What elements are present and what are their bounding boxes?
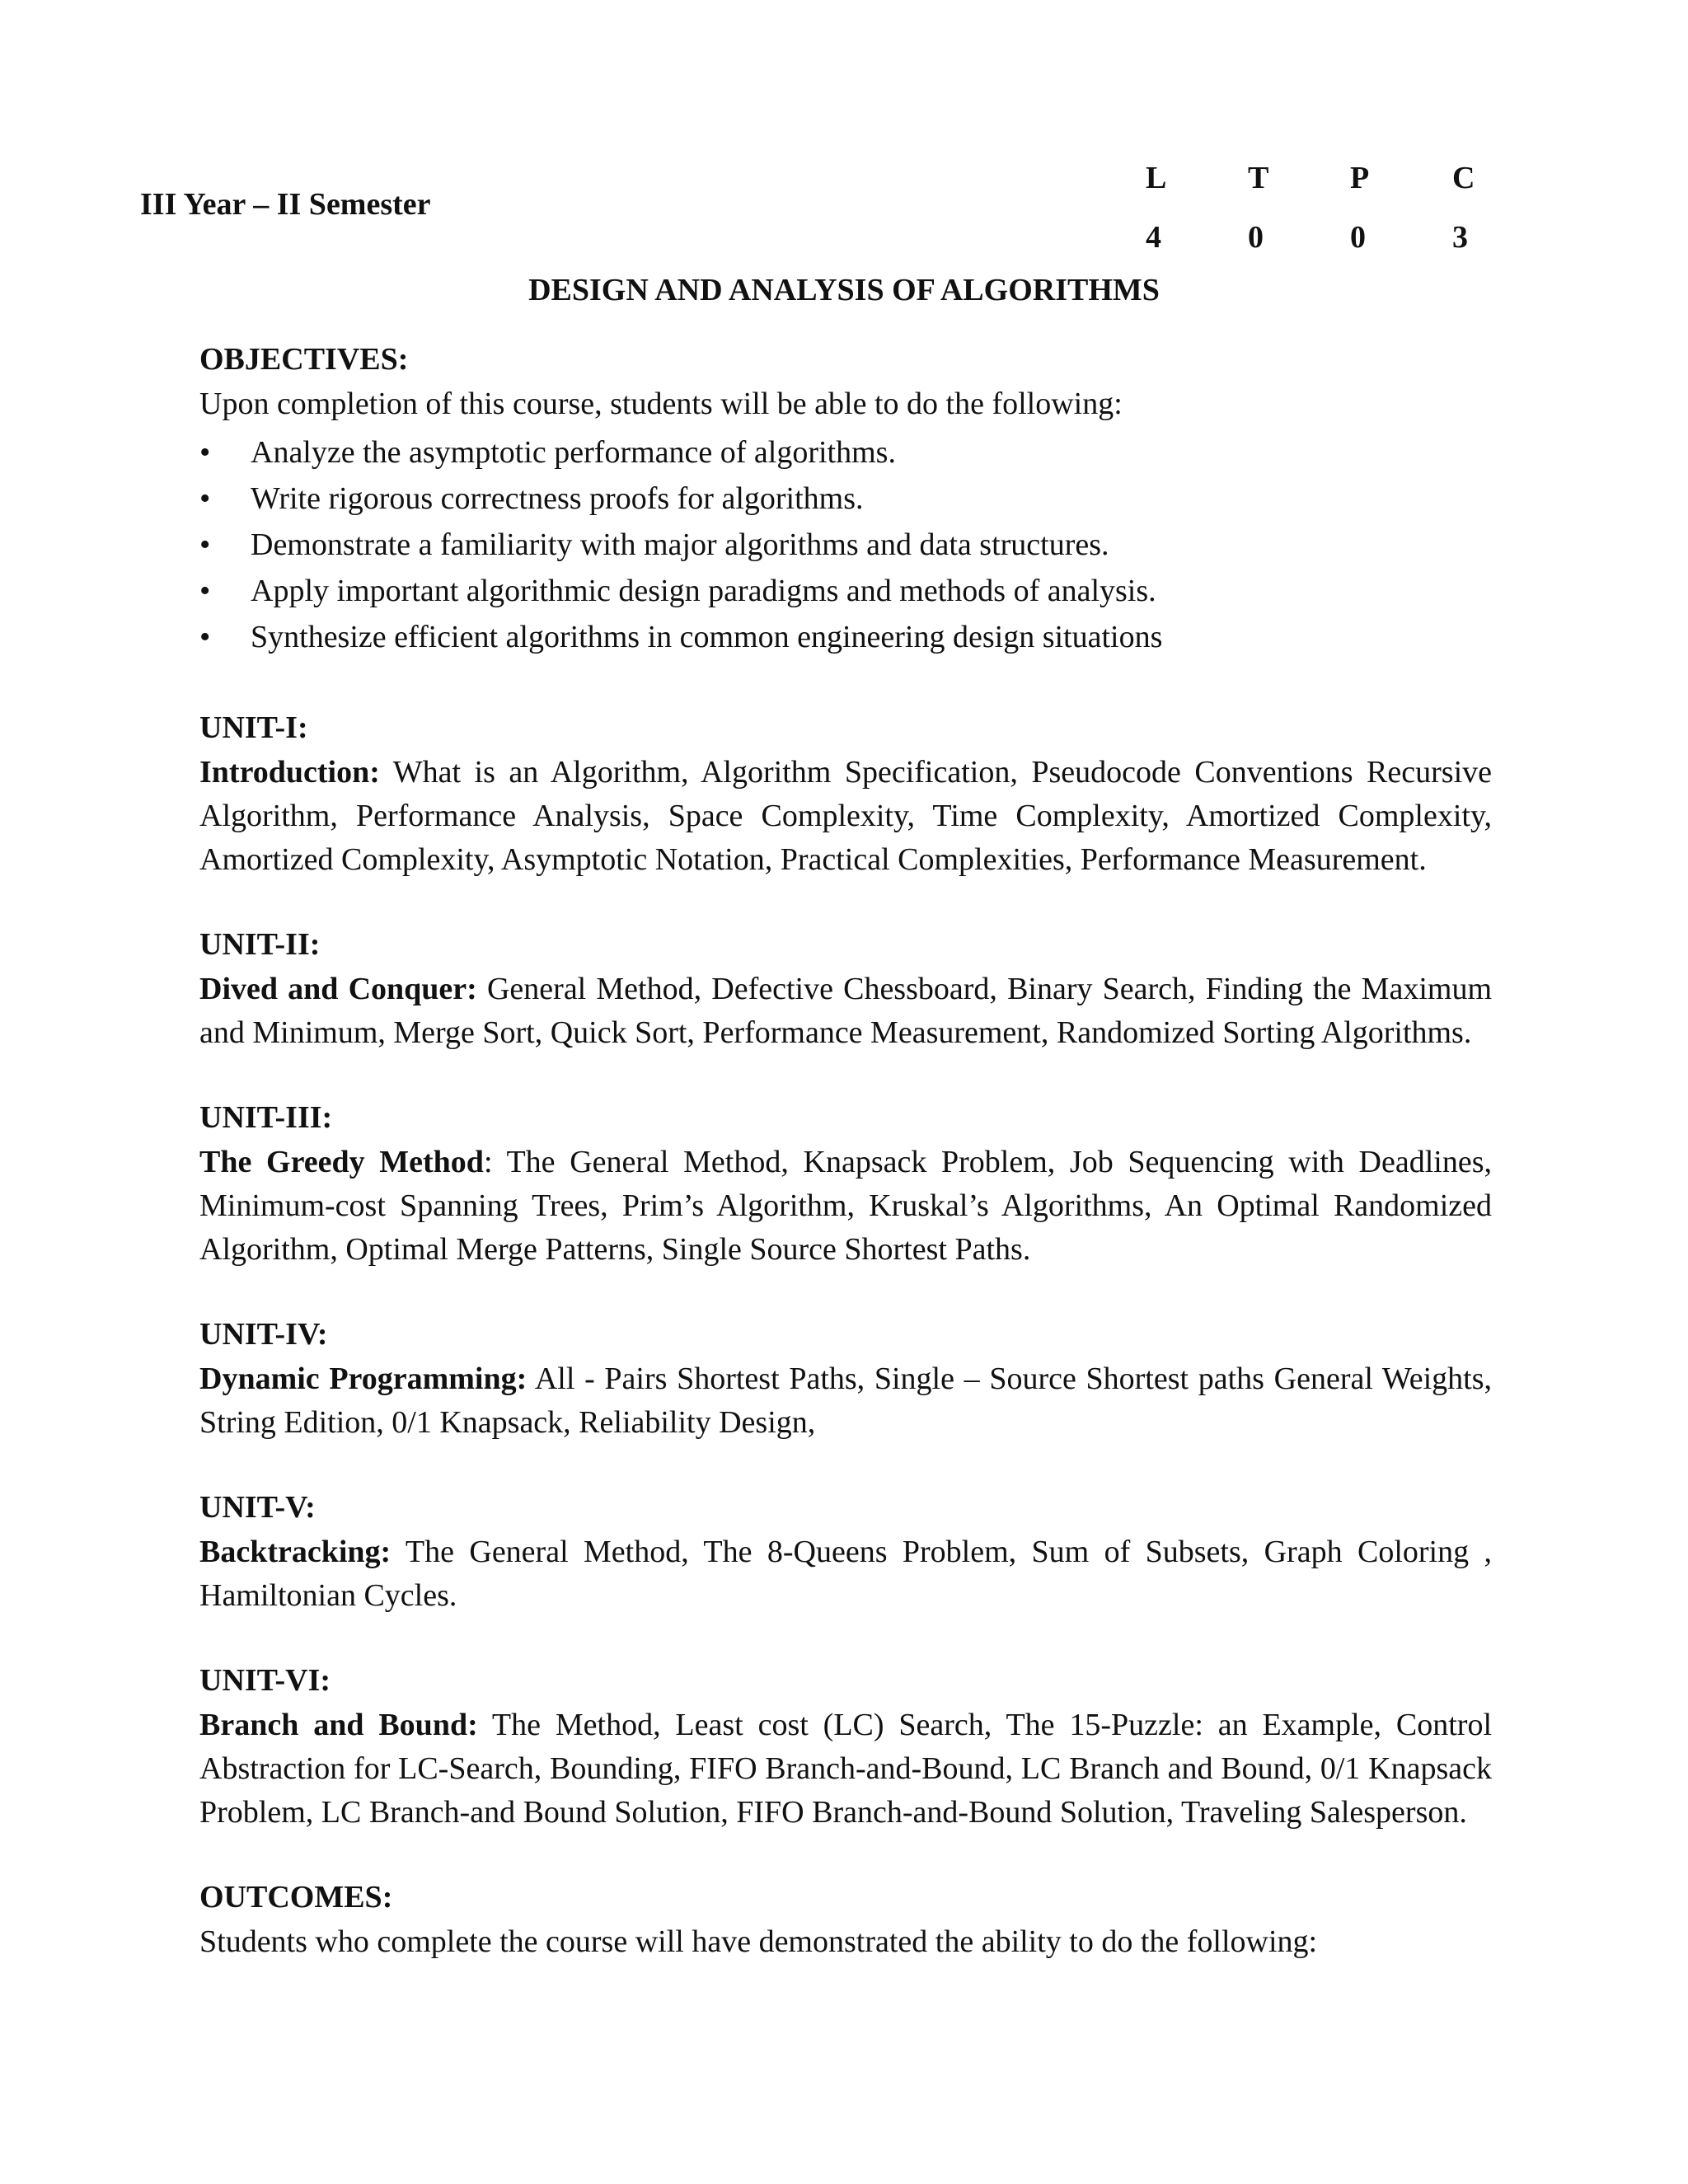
list-item — [199, 429, 1492, 476]
objective-text: Write rigorous correctness proofs for algorithms. — [251, 481, 864, 516]
list-item — [199, 568, 1492, 614]
outcomes-section — [199, 1874, 1492, 1964]
unit-heading: UNIT-IV: — [199, 1317, 328, 1352]
semester-label: III Year – II Semester — [140, 187, 431, 222]
unit-topic: Dived and Conquer: — [199, 972, 477, 1006]
outcomes-heading: OUTCOMES: — [199, 1880, 393, 1915]
list-item — [199, 522, 1492, 568]
objective-text: Analyze the asymptotic performance of algorithms. — [251, 435, 896, 470]
ltpc-value-t: 0 — [1248, 220, 1264, 255]
ltpc-label-l: L — [1146, 161, 1167, 195]
unit-topic: Introduction: — [199, 755, 380, 790]
unit-topic: Backtracking: — [199, 1535, 392, 1569]
bullet-icon: • — [199, 620, 211, 654]
unit-topic: The Greedy Method — [199, 1145, 484, 1179]
unit-heading: UNIT-III: — [199, 1100, 333, 1135]
unit-description — [199, 1141, 1492, 1272]
unit-description — [199, 751, 1492, 882]
ltpc-value-l: 4 — [1146, 220, 1161, 255]
ltpc-label-t: T — [1248, 161, 1269, 195]
unit-topics-text: : The General Method, Knapsack Problem, Job Sequencing with Deadlines, Minimum-cost Spanning Trees, Prim’s Algorithm, Kruskal’s Algorithms, An Optimal Randomized Algorithm, Optimal Merge Patterns, Single Source Shortest Paths. — [199, 1145, 1493, 1267]
unit-heading: UNIT-I: — [199, 710, 308, 745]
unit-description — [199, 1704, 1492, 1835]
objectives-list — [199, 429, 1492, 660]
unit-5-section — [199, 1484, 1492, 1618]
unit-description — [199, 968, 1492, 1055]
ltpc-label-p: P — [1350, 161, 1370, 195]
ltpc-value-p: 0 — [1350, 220, 1366, 255]
list-item — [199, 614, 1492, 660]
ltpc-value-c: 3 — [1452, 220, 1468, 255]
list-item — [199, 476, 1492, 522]
bullet-icon: • — [199, 481, 211, 516]
unit-1-section — [199, 705, 1492, 882]
unit-topic: Branch and Bound: — [199, 1708, 478, 1742]
bullet-icon: • — [199, 574, 211, 608]
objective-text: Demonstrate a familiarity with major algorithms and data structures. — [251, 527, 1109, 562]
unit-description — [199, 1357, 1492, 1445]
course-title: DESIGN AND ANALYSIS OF ALGORITHMS — [528, 273, 1160, 307]
bullet-icon: • — [199, 527, 211, 562]
unit-3-section — [199, 1094, 1492, 1272]
unit-topics-text: What is an Algorithm, Algorithm Specification, Pseudocode Conventions Recursive Algorithm, Performance Analysis, Space Complexity, Time Complexity, Amortized Complexity, Amortized Complexity, Asymptotic Notation, Practical Complexities, Performance Measurement. — [199, 755, 1492, 877]
unit-heading: UNIT-V: — [199, 1490, 316, 1525]
unit-topics-text: All - Pairs Shortest Paths, Single – Source Shortest paths General Weights, String Edition, 0/1 Knapsack, Reliability Design, — [199, 1361, 1492, 1440]
outcomes-intro: Students who complete the course will have demonstrated the ability to do the following: — [199, 1924, 1318, 1959]
objectives-heading: OBJECTIVES: — [199, 342, 409, 377]
objectives-intro: Upon completion of this course, students will be able to do the following: — [199, 387, 1123, 421]
unit-4-section — [199, 1311, 1492, 1445]
ltpc-table — [1146, 148, 1554, 267]
objective-text: Apply important algorithmic design paradigms and methods of analysis. — [251, 574, 1156, 608]
unit-topic: Dynamic Programming: — [199, 1361, 528, 1396]
bullet-icon: • — [199, 435, 211, 470]
unit-topics-text: The General Method, The 8-Queens Problem, Sum of Subsets, Graph Coloring , Hamiltonian Cycles. — [199, 1535, 1492, 1613]
unit-heading: UNIT-VI: — [199, 1663, 331, 1698]
syllabus-content — [199, 336, 1492, 1964]
objectives-section — [199, 336, 1492, 660]
ltpc-label-c: C — [1452, 161, 1475, 195]
unit-heading: UNIT-II: — [199, 927, 321, 962]
unit-6-section — [199, 1657, 1492, 1835]
unit-topics-text: General Method, Defective Chessboard, Binary Search, Finding the Maximum and Minimum, Merge Sort, Quick Sort, Performance Measurement, Randomized Sorting Algorithms. — [199, 972, 1493, 1050]
unit-topics-text: The Method, Least cost (LC) Search, The 15-Puzzle: an Example, Control Abstraction for LC-Search, Bounding, FIFO Branch-and-Bound, LC Branch and Bound, 0/1 Knapsack Problem, LC Branch-and Bound Solution, FIFO Branch-and-Bound Solution, Traveling Salesperson. — [199, 1708, 1493, 1830]
objective-text: Synthesize efficient algorithms in common engineering design situations — [251, 620, 1163, 654]
unit-2-section — [199, 921, 1492, 1055]
unit-description — [199, 1530, 1492, 1618]
